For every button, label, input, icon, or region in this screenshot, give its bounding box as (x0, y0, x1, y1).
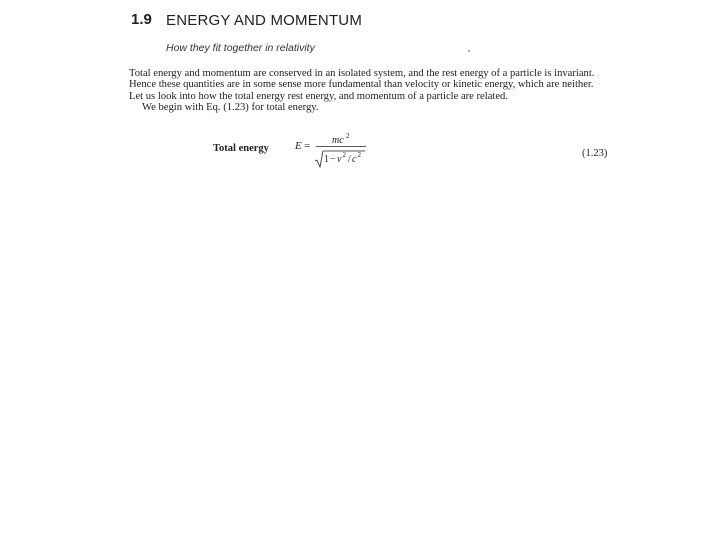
formula-numerator-exponent: 2 (346, 132, 350, 140)
formula-minus: − (330, 154, 336, 165)
equation-number: (1.23) (582, 148, 608, 159)
formula-numerator: mc (332, 135, 344, 146)
body-line: Hence these quantities are in some sense more fundamental than velocity or kinetic energy, which are neither. (129, 79, 594, 91)
body-line: We begin with Eq. (1.23) for total energy. (142, 101, 319, 113)
formula-v: v (337, 154, 342, 165)
body-line: Let us look into how the total energy rest energy, and momentum of a particle are related. (129, 90, 508, 102)
scan-speck (468, 50, 470, 52)
body-paragraph (129, 68, 619, 113)
formula-svg (290, 130, 380, 170)
total-energy-formula (290, 130, 380, 170)
formula-v-exponent: 2 (342, 151, 346, 159)
formula-c: c (352, 154, 357, 165)
section-title: ENERGY AND MOMENTUM (166, 12, 363, 29)
formula-c-exponent: 2 (357, 151, 361, 159)
section-number: 1.9 (131, 11, 152, 28)
equation-label: Total energy (213, 143, 269, 154)
formula-equals: = (304, 140, 311, 152)
formula-slash: / (348, 154, 351, 165)
formula-one: 1 (324, 154, 329, 165)
section-subtitle: How they fit together in relativity (166, 42, 315, 54)
body-line: Total energy and momentum are conserved in an isolated system, and the rest energy of a particle is invariant. (129, 68, 595, 79)
formula-lhs: E (295, 140, 302, 152)
